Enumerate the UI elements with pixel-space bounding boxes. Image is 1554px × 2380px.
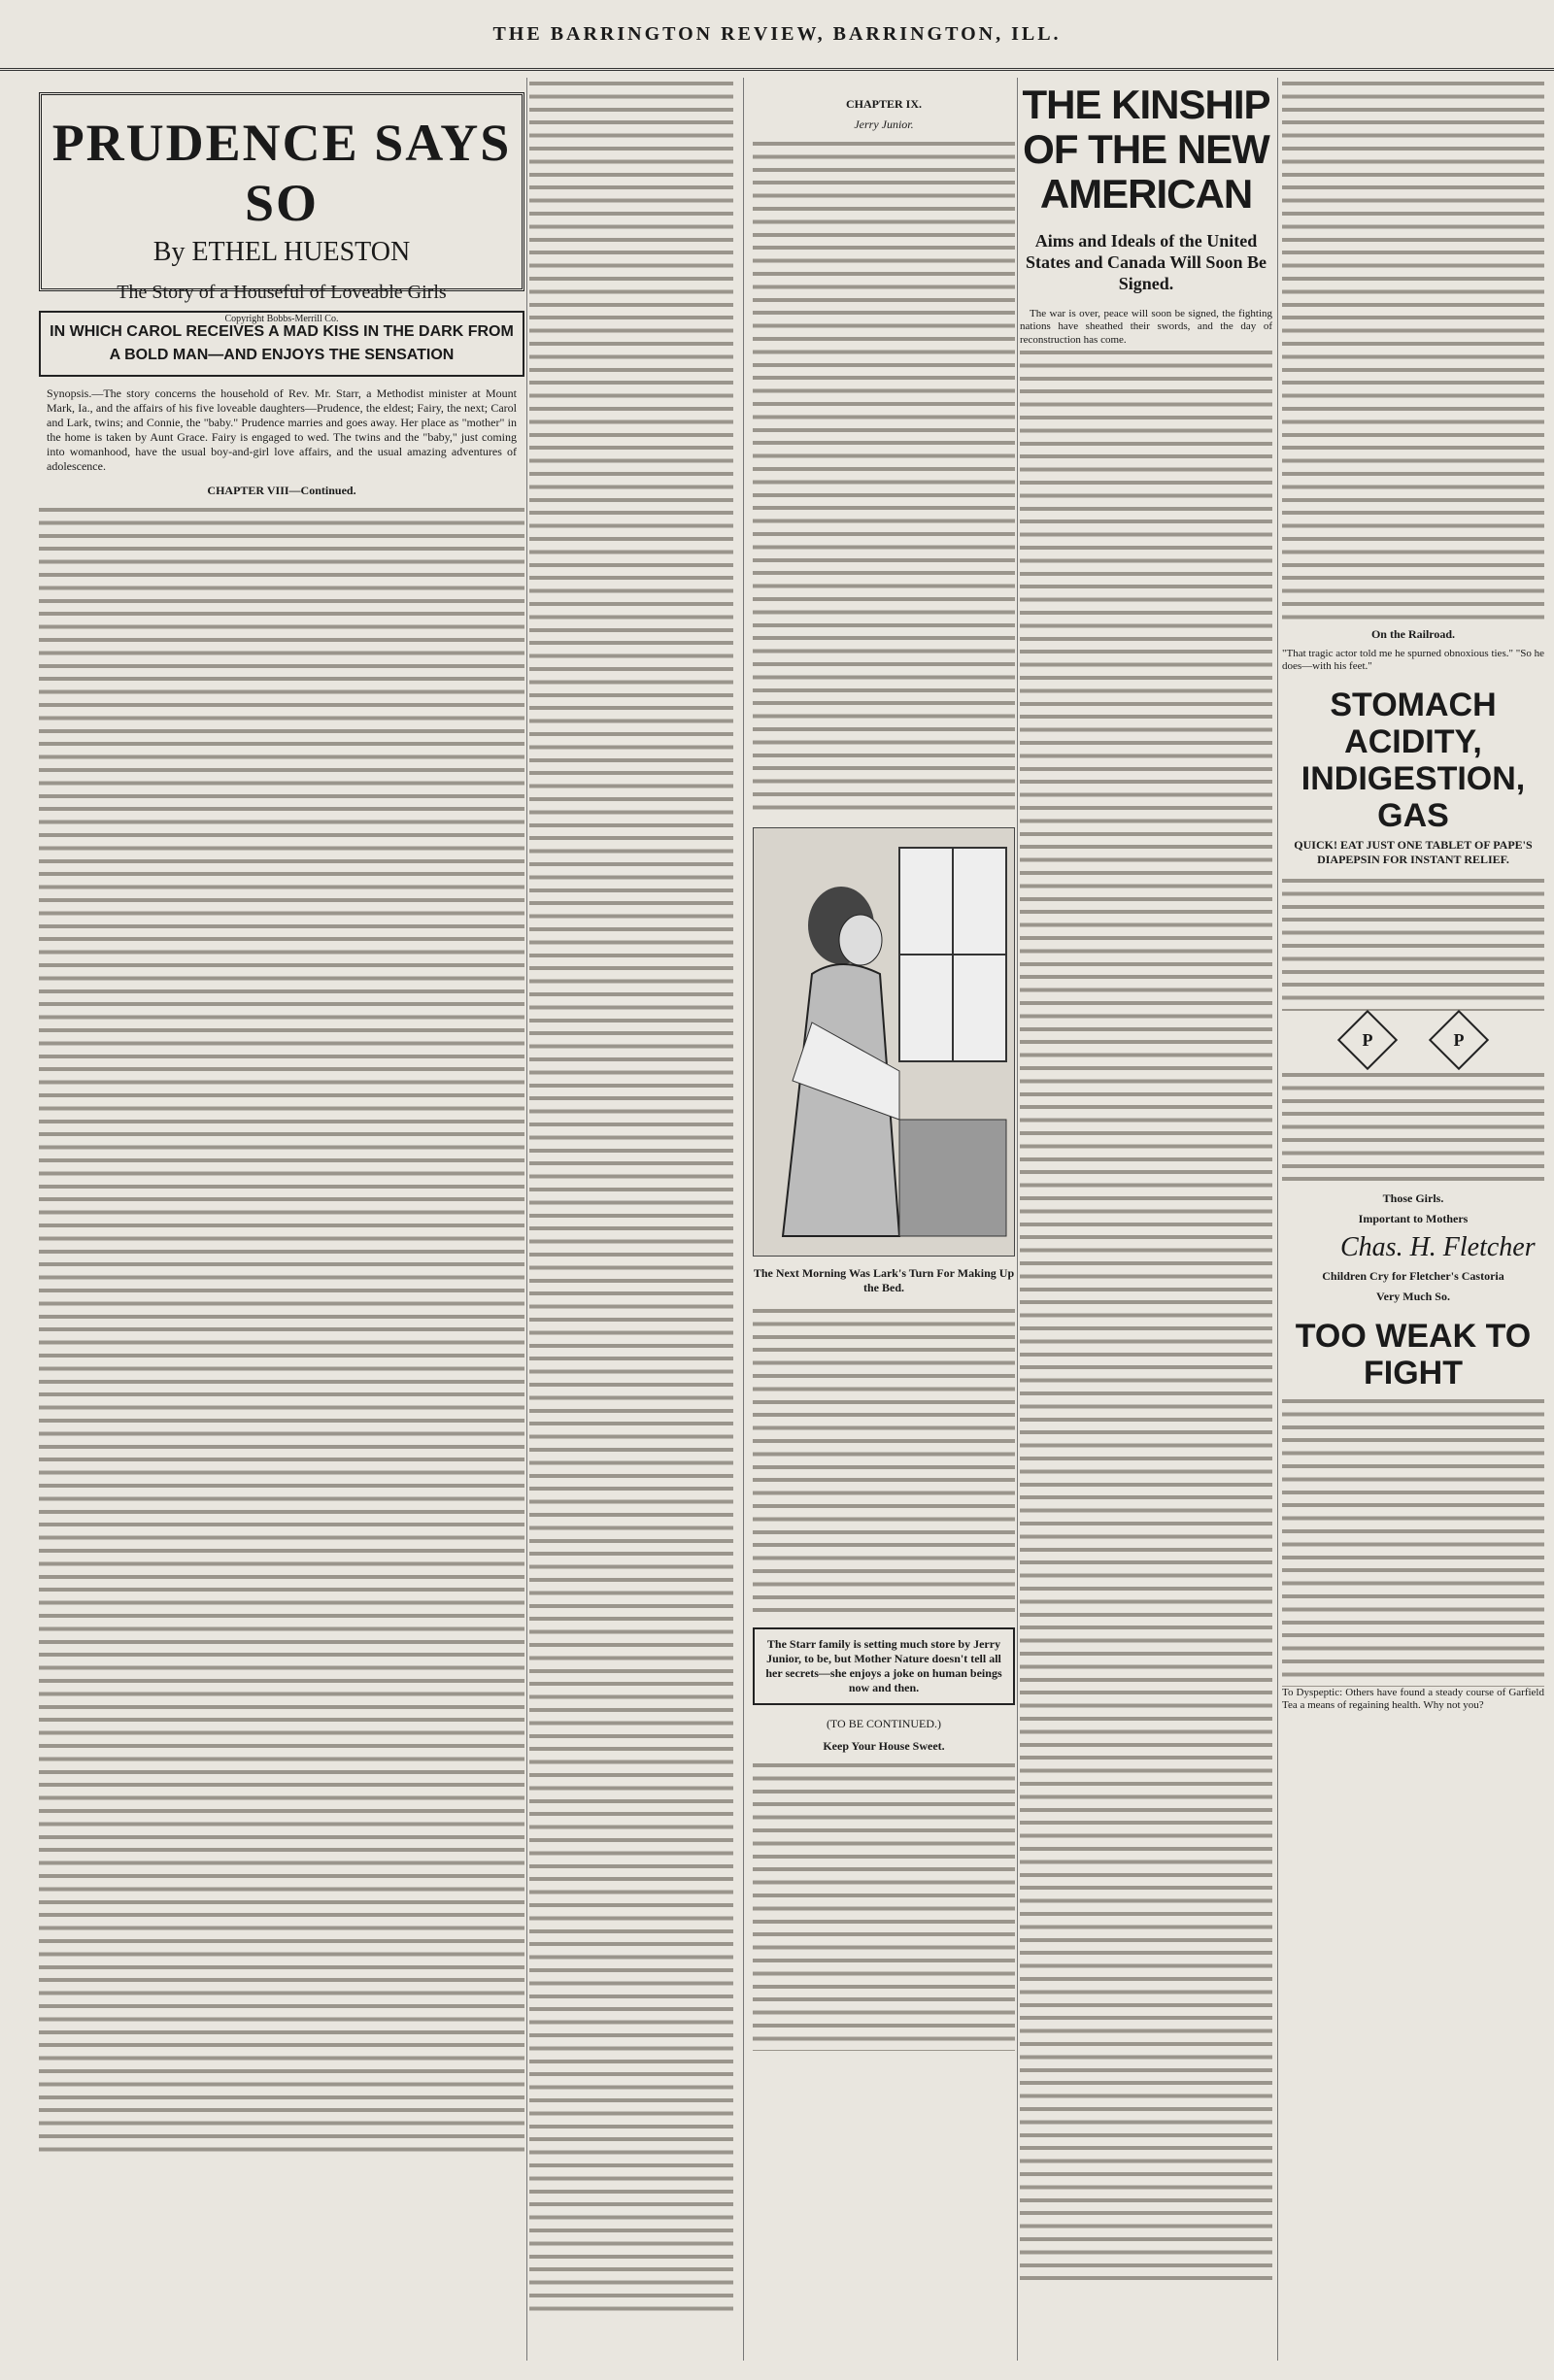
stomach-ad-sub: QUICK! EAT JUST ONE TABLET OF PAPE'S DIAPEPSIN FOR INSTANT RELIEF. bbox=[1294, 838, 1533, 866]
body-text-placeholder bbox=[1282, 875, 1544, 1011]
body-text-placeholder bbox=[1282, 1395, 1544, 1687]
article-headline: THE KINSHIP OF THE NEW AMERICAN bbox=[1022, 82, 1270, 217]
sweat-head: Keep Your House Sweet. bbox=[823, 1739, 945, 1753]
body-text-placeholder bbox=[529, 78, 733, 2311]
body-text-placeholder bbox=[753, 1760, 1015, 2051]
serial-column-3 bbox=[753, 78, 1015, 2051]
body-text-placeholder bbox=[39, 504, 524, 2155]
article-column bbox=[1020, 78, 1272, 2289]
stomach-ad-head: STOMACH ACIDITY, INDIGESTION, GAS bbox=[1301, 687, 1526, 834]
serial-copyright: Copyright Bobbs-Merrill Co. bbox=[224, 314, 339, 324]
to-be-continued: (TO BE CONTINUED.) bbox=[826, 1717, 942, 1730]
boxed-note: The Starr family is setting much store by Jerry Junior, to be, but Mother Nature doesn't tell all her secrets—she enjoys a joke on human beings now and then. bbox=[753, 1627, 1015, 1705]
masthead: THE BARRINGTON REVIEW, BARRINGTON, ILL. bbox=[0, 0, 1554, 71]
railroad-head: On the Railroad. bbox=[1370, 627, 1456, 641]
ads-column bbox=[1282, 78, 1544, 1718]
column-rule bbox=[1277, 78, 1278, 2361]
chapter-ix-sub: Jerry Junior. bbox=[854, 117, 914, 131]
very-much-head: Very Much So. bbox=[1376, 1290, 1450, 1303]
pill-icon: P bbox=[1337, 1010, 1398, 1070]
serial-column bbox=[39, 78, 524, 2155]
chapter-viii-head: CHAPTER VIII—Continued. bbox=[207, 484, 356, 497]
too-weak-head: TOO WEAK TO FIGHT bbox=[1295, 1318, 1532, 1391]
fletcher-signature: Chas. H. Fletcher bbox=[1340, 1232, 1536, 1262]
illustration-caption: The Next Morning Was Lark's Turn For Making Up the Bed. bbox=[753, 1266, 1015, 1294]
serial-subtitle: The Story of a Houseful of Loveable Girls bbox=[117, 282, 447, 303]
body-text-placeholder bbox=[753, 1305, 1015, 1616]
pill-icon: P bbox=[1429, 1010, 1489, 1070]
article-deck: Aims and Ideals of the United States and Canada Will Soon Be Signed. bbox=[1026, 231, 1267, 293]
body-text-placeholder bbox=[753, 138, 1015, 818]
column-rule bbox=[526, 78, 527, 2361]
synopsis: Synopsis.—The story concerns the household of Rev. Mr. Starr, a Methodist minister at Mount Mark, Ia., and the affairs of his five loveable daughters—Prudence, the eldest; Fairy, the next; Carol and Lark, twins; and Connie, the "baby." Prudence marries and goes away. Her place as "mother" in the home is taken by Aunt Grace. Fairy is engaged to wed. The twins and the "baby," just coming into womanhood, have the usual boy-and-girl love affairs, and the usual amazing adventures of adolescence. bbox=[47, 386, 517, 473]
body-text-placeholder bbox=[1020, 347, 1272, 2289]
girls-head: Those Girls. bbox=[1382, 1191, 1444, 1205]
column-rule bbox=[743, 78, 744, 2361]
column-rule bbox=[1017, 78, 1018, 2361]
mothers-head: Important to Mothers bbox=[1358, 1212, 1469, 1225]
serial-column-2 bbox=[529, 78, 733, 2311]
chapter-headline: IN WHICH CAROL RECEIVES A MAD KISS IN THE DARK FROM A BOLD MAN—AND ENJOYS THE SENSATION bbox=[39, 311, 524, 377]
article-lede: The war is over, peace will soon be signed, the fighting nations have sheathed their swords, and the day of reconstruction has come. bbox=[1020, 308, 1272, 346]
woman-at-window-drawing bbox=[754, 828, 1014, 1256]
dyspeptic-note: To Dyspeptic: Others have found a steady course of Garfield Tea a means of regaining health. Why not you? bbox=[1282, 1687, 1544, 1711]
body-text-placeholder bbox=[1282, 1069, 1544, 1186]
serial-byline: By ETHEL HUESTON bbox=[152, 237, 411, 267]
illustration bbox=[753, 827, 1015, 1257]
pill-icons bbox=[1282, 1019, 1544, 1061]
serial-title: PRUDENCE SAYS SO bbox=[51, 114, 512, 232]
serial-title-box bbox=[39, 92, 524, 324]
castoria-tagline: Children Cry for Fletcher's Castoria bbox=[1322, 1269, 1504, 1283]
chapter-ix-head: CHAPTER IX. bbox=[845, 97, 922, 111]
body-text-placeholder bbox=[1282, 78, 1544, 621]
railroad-text: "That tragic actor told me he spurned obnoxious ties." "So he does—with his feet." bbox=[1282, 648, 1544, 672]
